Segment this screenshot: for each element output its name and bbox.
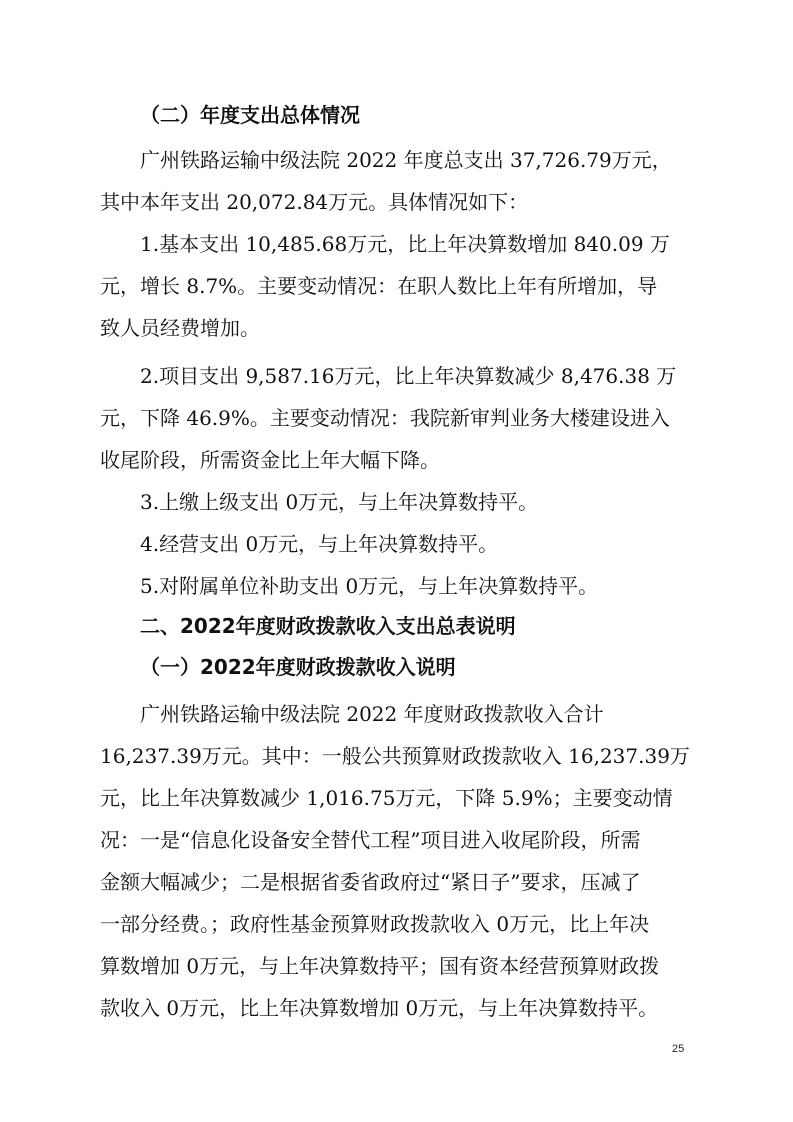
list-item-subsidiary-subsidy: 5.对附属单位补助支出 0万元，与上年决算数持平。: [140, 574, 599, 598]
list-item-basic-expenditure: 1.基本支出 10,485.68万元，比上年决算数增加 840.09 万: [140, 232, 670, 256]
list-item-project-expenditure: 2.项目支出 9,587.16万元，比上年决算数减少 8,476.38 万: [140, 364, 677, 388]
paragraph-line: 16,237.39万元。其中：一般公共预算财政拨款收入 16,237.39万: [100, 744, 690, 768]
paragraph-line: 款收入 0万元，比上年决算数增加 0万元，与上年决算数持平。: [100, 996, 659, 1020]
page-number: 25: [672, 1043, 685, 1055]
subsection-heading-appropriation-income: （一）2022年度财政拨款收入说明: [140, 655, 456, 679]
paragraph-line: 广州铁路运输中级法院 2022 年度财政拨款收入合计: [140, 702, 604, 726]
paragraph-line: 元，下降 46.9%。主要变动情况：我院新审判业务大楼建设进入: [100, 406, 670, 430]
paragraph-line: 收尾阶段，所需资金比上年大幅下降。: [100, 448, 440, 472]
paragraph-line: 金额大幅减少；二是根据省委省政府过“紧日子”要求，压减了: [100, 870, 641, 894]
paragraph-line: 其中本年支出 20,072.84万元。具体情况如下：: [100, 190, 529, 214]
section-heading-expenditure-overview: （二）年度支出总体情况: [140, 103, 360, 127]
list-item-superior-payment: 3.上缴上级支出 0万元，与上年决算数持平。: [140, 490, 539, 514]
paragraph-line: 致人员经费增加。: [100, 316, 260, 340]
paragraph-line: 广州铁路运输中级法院 2022 年度总支出 37,726.79万元，: [140, 148, 672, 172]
paragraph-line: 算数增加 0万元，与上年决算数持平；国有资本经营预算财政拨: [100, 954, 660, 978]
paragraph-line: 元，增长 8.7%。主要变动情况：在职人数比上年有所增加，导: [100, 274, 658, 298]
section-heading-fiscal-appropriation: 二、2022年度财政拨款收入支出总表说明: [140, 614, 516, 638]
list-item-operating-expenditure: 4.经营支出 0万元，与上年决算数持平。: [140, 532, 499, 556]
paragraph-line: 元，比上年决算数减少 1,016.75万元，下降 5.9%；主要变动情: [100, 786, 673, 810]
paragraph-line: 况：一是“信息化设备安全替代工程”项目进入收尾阶段，所需: [100, 828, 641, 852]
paragraph-line: 一部分经费。；政府性基金预算财政拨款收入 0万元，比上年决: [100, 912, 650, 936]
